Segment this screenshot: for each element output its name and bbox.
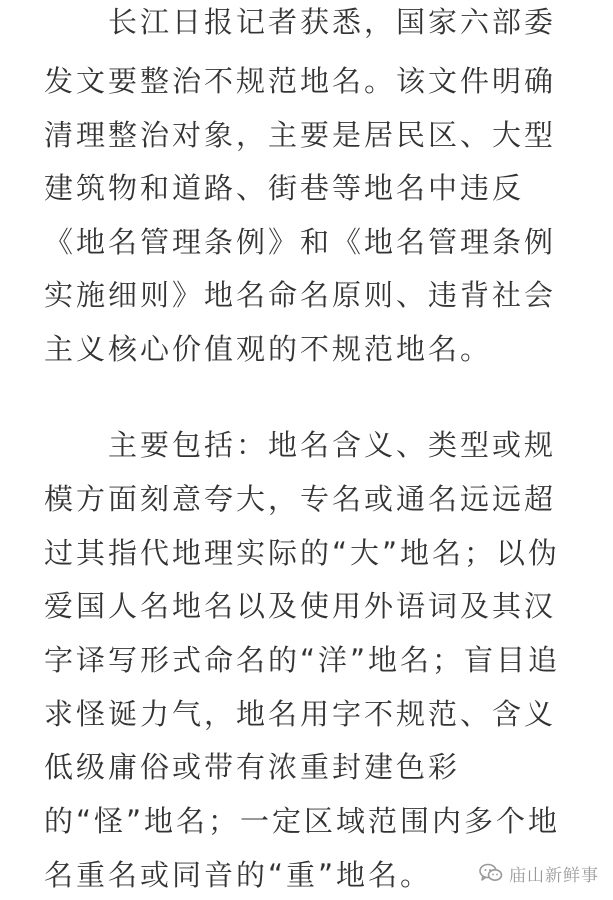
text-line: 长江日报记者获悉，国家六部委 xyxy=(44,5,557,39)
text-line: 发文要整治不规范地名。该文件明确 xyxy=(44,64,557,98)
watermark xyxy=(479,860,599,886)
text-line: 名重名或同音的“重”地名。 xyxy=(44,858,433,892)
text-line: 主要包括：地名含义、类型或规 xyxy=(44,428,557,462)
text-line: 模方面刻意夸大，专名或通名远远超 xyxy=(44,482,557,516)
text-line: 清理整治对象，主要是居民区、大型 xyxy=(44,118,557,152)
watermark-text: 庙山新鲜事 xyxy=(509,865,599,886)
text-line: 字译写形式命名的“洋”地名；盲目追 xyxy=(44,643,561,677)
text-line: 实施细则》地名命名原则、违背社会 xyxy=(44,278,557,312)
text-line: 求怪诞力气，地名用字不规范、含义 xyxy=(44,697,557,731)
text-line: 过其指代地理实际的“大”地名；以伪 xyxy=(44,536,561,570)
wechat-icon xyxy=(479,863,503,883)
text-line: 低级庸俗或带有浓重封建色彩 xyxy=(44,750,461,784)
text-line: 的“怪”地名；一定区域范围内多个地 xyxy=(44,804,561,838)
text-line: 爱国人名地名以及使用外语词及其汉 xyxy=(44,589,557,623)
text-line: 主义核心价值观的不规范地名。 xyxy=(44,332,493,366)
text-line: 《地名管理条例》和《地名管理条例 xyxy=(44,225,557,259)
text-line: 建筑物和道路、街巷等地名中违反 xyxy=(44,171,525,205)
